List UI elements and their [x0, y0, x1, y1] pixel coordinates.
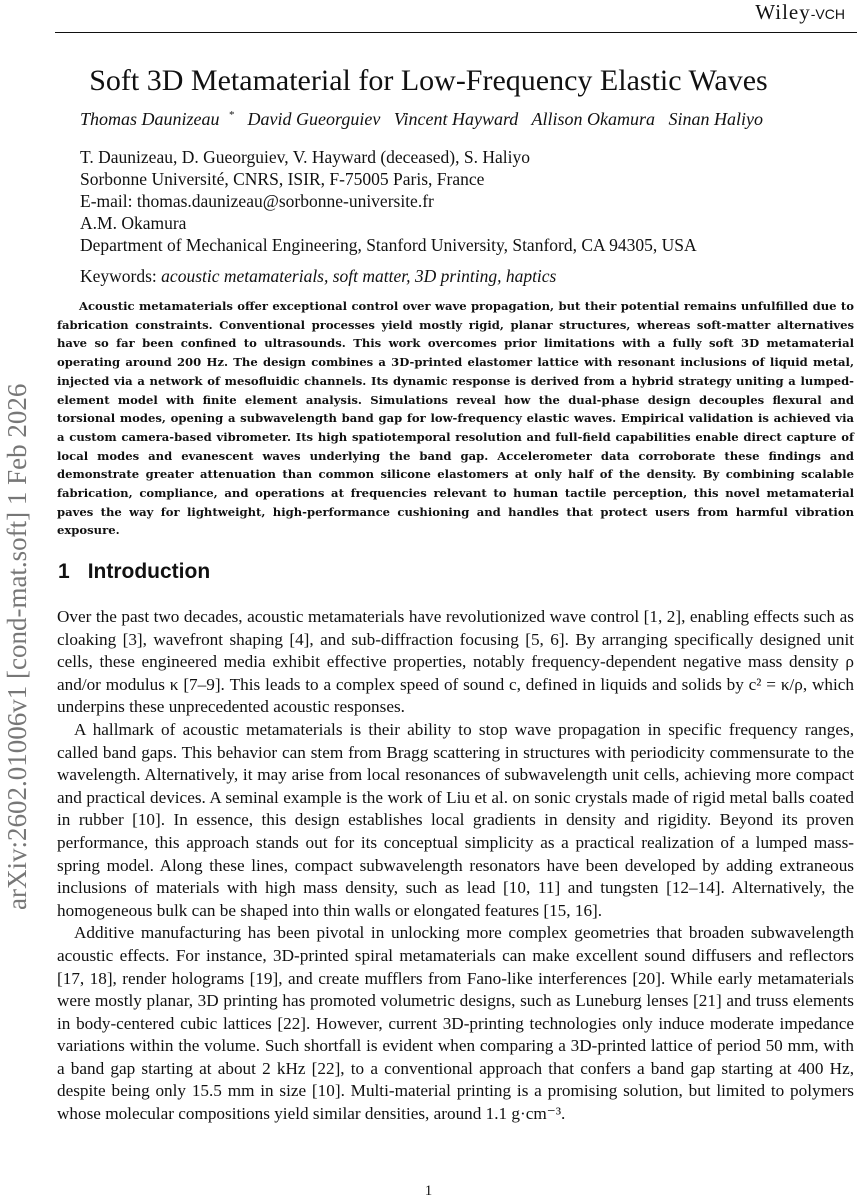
- affiliation-line: Sorbonne Université, CNRS, ISIR, F-75005 Paris, France: [80, 169, 485, 189]
- body-paragraph: Additive manufacturing has been pivotal in unlocking more complex geometries that broaden subwavelength acoustic effects. For instance, 3D-printed spiral metamaterials can make excellent sound diffusers and reflectors [17, 18], render holograms [19], and create mufflers from Fano-like interferences [20]. While early metamaterials were mostly planar, 3D printing has promoted volumetric designs, such as Luneburg lenses [21] and truss elements in body-centered cubic lattices [22]. However, current 3D-printing technologies only induce moderate impedance variations within the volume. Such shortfall is evident when comparing a 3D-printed lattice of period 50 mm, with a band gap starting at about 2 kHz [22], to a conventional approach that confers a band gap starting at 400 Hz, despite being only 15.5 mm in size [10]. Multi-material printing is a promising solution, but limited to polymers whose molecular compositions yield similar densities, around 1.1 g·cm⁻³.: [57, 923, 854, 1124]
- author-name: Sinan Haliyo: [668, 109, 763, 129]
- section-body: [57, 606, 854, 1126]
- affiliation-line: A.M. Okamura: [80, 213, 187, 233]
- author-name: David Gueorguiev: [247, 109, 381, 129]
- affiliation-email: E-mail: thomas.daunizeau@sorbonne-universite.fr: [80, 191, 434, 211]
- affiliation-line: Department of Mechanical Engineering, Stanford University, Stanford, CA 94305, USA: [80, 235, 697, 255]
- body-paragraph: A hallmark of acoustic metamaterials is their ability to stop wave propagation in specific frequency ranges, called band gaps. This behavior can stem from Bragg scattering in structures with periodicity commensurate to the wavelength. Alternatively, it may arise from local resonances of subwavelength unit cells, achieving more compact and practical devices. A seminal example is the work of Liu et al. on sonic crystals made of rigid metal balls coated in rubber [10]. In essence, this design establishes local gradients in density and rigidity. Beyond its proven performance, this approach stands out for its conceptual simplicity as a practical realization of a lumped mass-spring model. Along these lines, compact subwavelength resonators have been developed by adding extraneous inclusions of materials with high mass density, such as lead [10, 11] and tungsten [12–14]. Alternatively, the homogeneous bulk can be shaped into thin walls or elongated features [15, 16].: [57, 719, 854, 920]
- corresponding-author-mark: *: [228, 109, 235, 121]
- publisher-logo-suffix: -VCH: [810, 6, 845, 22]
- publisher-logo: [755, 0, 845, 25]
- author-name: Allison Okamura: [531, 109, 655, 129]
- author-list: [80, 109, 772, 130]
- paper-title: Soft 3D Metamaterial for Low-Frequency Elastic Waves: [89, 64, 768, 97]
- body-paragraph: Over the past two decades, acoustic metamaterials have revolutionized wave control [1, 2], enabling effects such as cloaking [3], wavefront shaping [4], and sub-diffraction focusing [5, 6]. By arranging specifically designed unit cells, these engineered media exhibit effective properties, notably frequency-dependent negative mass density ρ and/or modulus κ [7–9]. This leads to a complex speed of sound c, defined in liquids and solids by c² = κ/ρ, which underpins these unprecedented acoustic responses.: [57, 607, 854, 717]
- section-heading: [58, 560, 210, 584]
- author-name: Thomas Daunizeau *: [80, 109, 235, 129]
- header-rule: [55, 32, 857, 33]
- keywords-list: acoustic metamaterials, soft matter, 3D printing, haptics: [161, 266, 557, 286]
- abstract: Acoustic metamaterials offer exceptional control over wave propagation, but their potential remains unfulfilled due to fabrication constraints. Conventional processes yield mostly rigid, planar structures, whereas soft-matter alternatives have so far been confined to ultrasounds. This work overcomes prior limitations with a fully soft 3D metamaterial operating around 200 Hz. The design combines a 3D-printed elastomer lattice with resonant inclusions of liquid metal, injected via a network of mesofluidic channels. Its dynamic response is derived from a hybrid strategy uniting a lumped-element model with finite element analysis. Simulations reveal how the dual-phase design decouples flexural and torsional modes, opening a subwavelength band gap for low-frequency elastic waves. Empirical validation is achieved via a custom camera-based vibrometer. Its high spatiotemporal resolution and full-field capabilities enable direct capture of local modes and evanescent waves underlying the band gap. Accelerometer data corroborate these findings and demonstrate greater attenuation than common silicone elastomers at only half of the density. By combining scalable fabrication, compliance, and operations at frequencies relevant to human tactile perception, this novel metamaterial paves the way for lightweight, high-performance cushioning and handles that protect users from harmful vibration exposure.: [57, 299, 854, 538]
- section-title: Introduction: [87, 560, 211, 583]
- keywords: [80, 266, 556, 287]
- keywords-label: Keywords:: [80, 266, 157, 286]
- affiliation-line: T. Daunizeau, D. Gueorguiev, V. Hayward (deceased), S. Haliyo: [80, 147, 531, 167]
- affiliations: [80, 146, 697, 256]
- page-number: 1: [424, 1183, 433, 1199]
- author-name: Vincent Hayward: [393, 109, 519, 129]
- publisher-logo-main: Wiley: [755, 0, 811, 24]
- section-number: 1: [58, 560, 70, 583]
- arxiv-identifier-stamp: arXiv:2602.01006v1 [cond-mat.soft] 1 Feb 2026: [2, 383, 32, 910]
